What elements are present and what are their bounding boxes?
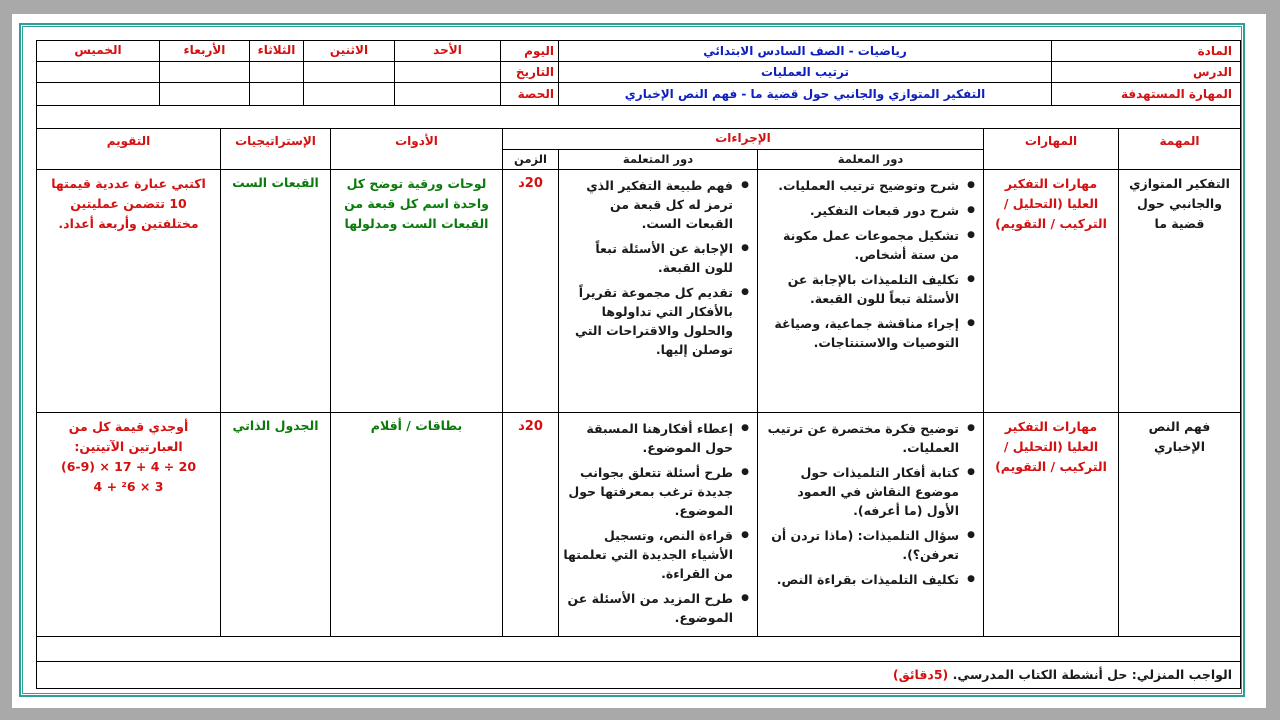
- date-cell-wednesday: [159, 61, 250, 83]
- day-monday: الاثنين: [303, 40, 395, 62]
- skill-value: التفكير المتوازي والجانبي حول قضية ما - فهم النص الإخباري: [558, 82, 1052, 106]
- header-skills: المهارات: [983, 128, 1119, 170]
- row1-task: التفكير المتوازي والجانبي حول قضية ما: [1118, 169, 1241, 413]
- skill-label: المهارة المستهدفة: [1051, 82, 1241, 106]
- row2-student-role: [558, 412, 758, 637]
- row2-task: فهم النص الإخباري: [1118, 412, 1241, 637]
- row2-student-item: ● طرح المزيد من الأسئلة عن الموضوع.: [563, 589, 733, 627]
- row1-student-item: ● فهم طبيعة التفكير الذي ترمز له كل قبعة من القبعات الست.: [563, 176, 733, 233]
- row1-teacher-item: ● شرح دور قبعات التفكير.: [762, 201, 959, 220]
- date-cell-thursday: [36, 61, 160, 83]
- homework-label: الواجب المنزلي:: [1131, 667, 1232, 682]
- row2-teacher-item: ● توضيح فكرة مختصرة عن ترتيب العمليات.: [762, 419, 959, 457]
- homework-row: [36, 661, 1241, 689]
- spacer-row: [36, 105, 1241, 129]
- homework-text: حل أنشطة الكتاب المدرسي.: [952, 667, 1128, 682]
- row2-strategy: الجدول الذاتي: [220, 412, 331, 637]
- header-strategies: الإستراتيجيات: [220, 128, 331, 170]
- period-cell-monday: [303, 82, 395, 106]
- row2-skills: مهارات التفكير العليا (التحليل / التركيب / التقويم): [983, 412, 1119, 637]
- date-cell-sunday: [394, 61, 501, 83]
- header-procedures: الإجراءات: [502, 128, 984, 150]
- row2-student-item: ● قراءة النص، وتسجيل الأشياء الجديدة التي تعلمتها من القراءة.: [563, 526, 733, 583]
- header-tools: الأدوات: [330, 128, 503, 170]
- row2-student-item: ● إعطاء أفكارهنا المسبقة حول الموضوع.: [563, 419, 733, 457]
- row2-expression-2: 4 + ²6 × 3: [93, 479, 164, 494]
- date-label: التاريخ: [500, 61, 559, 83]
- row2-teacher-role: [757, 412, 984, 637]
- row1-time: 20د: [502, 169, 559, 413]
- row1-student-role: [558, 169, 758, 413]
- row1-teacher-item: ● تشكيل مجموعات عمل مكونة من ستة أشخاص.: [762, 226, 959, 264]
- period-cell-tuesday: [249, 82, 304, 106]
- day-label: اليوم: [500, 40, 559, 62]
- homework-time: (5دقائق): [892, 667, 949, 682]
- row2-time: 20د: [502, 412, 559, 637]
- row1-teacher-item: ● إجراء مناقشة جماعية، وصياغة التوصيات والاستنتاجات.: [762, 314, 959, 352]
- header-student-role: دور المتعلمة: [558, 149, 758, 170]
- period-cell-thursday: [36, 82, 160, 106]
- lesson-label: الدرس: [1051, 61, 1241, 83]
- lesson-value: ترتيب العمليات: [558, 61, 1052, 83]
- day-wednesday: الأربعاء: [159, 40, 250, 62]
- row2-teacher-item: ● سؤال التلميذات: (ماذا تردن أن تعرفن؟).: [762, 526, 959, 564]
- header-evaluation: التقويم: [36, 128, 221, 170]
- row2-evaluation-text: أوجدي قيمة كل من العبارتين الآتيتين:: [68, 419, 189, 454]
- subject-label: المادة: [1051, 40, 1241, 62]
- row2-expression-1: (6-9) × 17 + 4 ÷ 20: [60, 459, 197, 474]
- day-thursday: الخميس: [36, 40, 160, 62]
- header-time: الزمن: [502, 149, 559, 170]
- row2-tools: بطاقات / أقلام: [330, 412, 503, 637]
- row1-teacher-item: ● تكليف التلميذات بالإجابة عن الأسئلة تبعاً للون القبعة.: [762, 270, 959, 308]
- header-task: المهمة: [1118, 128, 1241, 170]
- period-cell-wednesday: [159, 82, 250, 106]
- period-label: الحصة: [500, 82, 559, 106]
- row2-student-item: ● طرح أسئلة تتعلق بجوانب جديدة ترغب بمعرفتها حول الموضوع.: [563, 463, 733, 520]
- row2-teacher-item: ● كتابة أفكار التلميذات حول موضوع النقاش في العمود الأول (ما أعرفه).: [762, 463, 959, 520]
- row1-skills: مهارات التفكير العليا (التحليل / التركيب / التقويم): [983, 169, 1119, 413]
- header-teacher-role: دور المعلمة: [757, 149, 984, 170]
- row1-student-item: ● تقديم كل مجموعة تقريراً بالأفكار التي تداولوها والحلول والاقتراحات التي توصلن إليها.: [563, 283, 733, 359]
- row1-teacher-item: ● شرح وتوضيح ترتيب العمليات.: [762, 176, 959, 195]
- day-tuesday: الثلاثاء: [249, 40, 304, 62]
- date-cell-monday: [303, 61, 395, 83]
- row1-evaluation: اكتبي عبارة عددية قيمتها 10 تتضمن عمليتين مختلفتين وأربعة أعداد.: [36, 169, 221, 413]
- row1-teacher-role: [757, 169, 984, 413]
- empty-row: [36, 636, 1241, 662]
- row2-teacher-item: ● تكليف التلميذات بقراءة النص.: [762, 570, 959, 589]
- row1-tools: لوحات ورقية توضح كل واحدة اسم كل قبعة من القبعات الست ومدلولها: [330, 169, 503, 413]
- period-cell-sunday: [394, 82, 501, 106]
- row1-strategy: القبعات الست: [220, 169, 331, 413]
- date-cell-tuesday: [249, 61, 304, 83]
- row2-evaluation: [36, 412, 221, 637]
- subject-value: رياضيات - الصف السادس الابتدائي: [558, 40, 1052, 62]
- day-sunday: الأحد: [394, 40, 501, 62]
- row1-student-item: ● الإجابة عن الأسئلة تبعاً للون القبعة.: [563, 239, 733, 277]
